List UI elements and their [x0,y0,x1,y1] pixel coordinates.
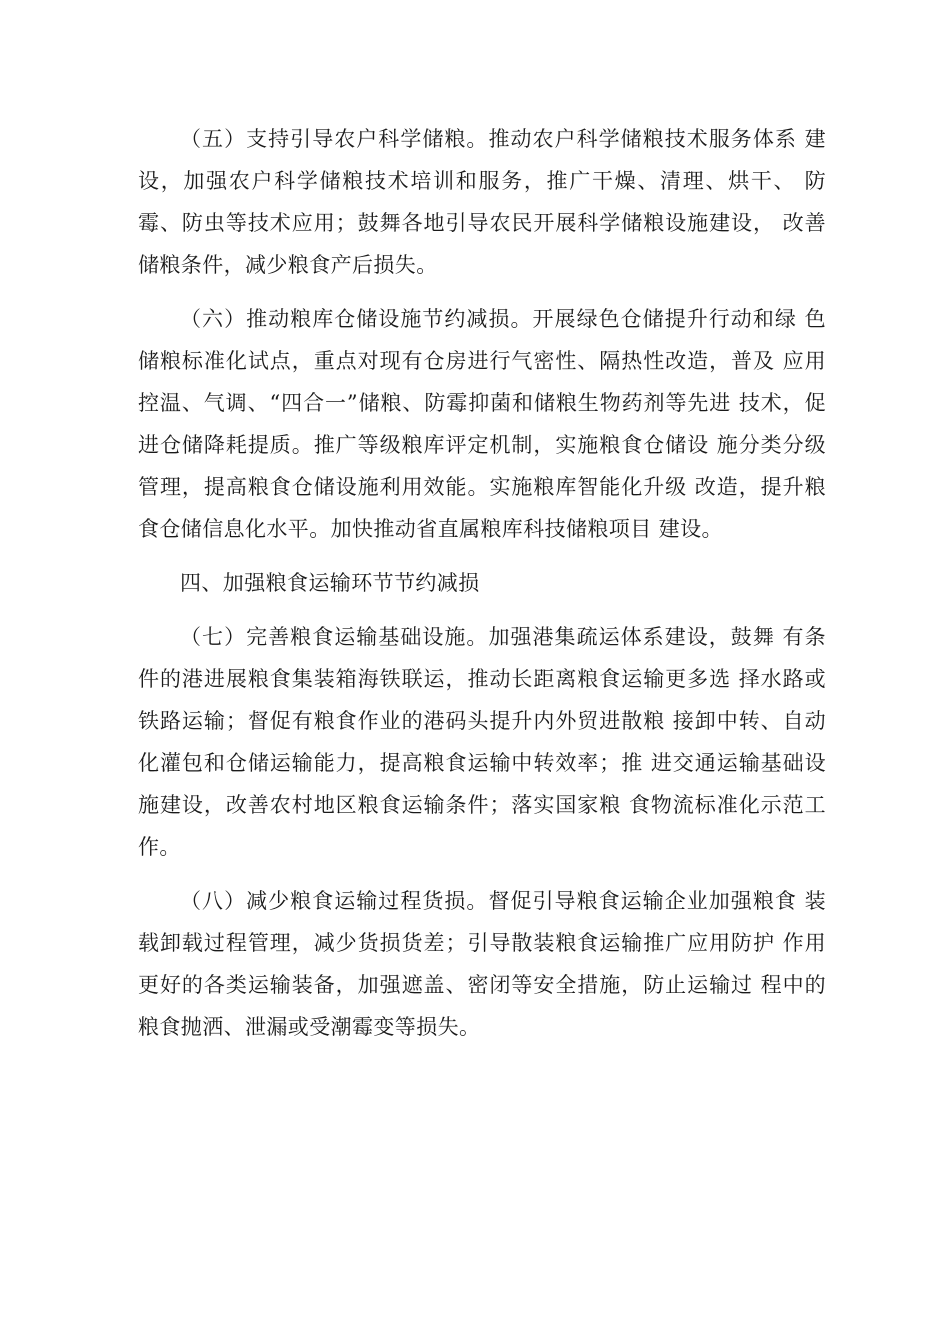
paragraph-transport-infrastructure: （七）完善粮食运输基础设施。加强港集疏运体系建设，鼓舞 有条件的港进展粮食集装箱海铁联运，推动长距离粮食运输更多选 择水路或铁路运输；督促有粮食作业的港码头提升内外贸进散粮 接卸中转、自动化灌包和仓储运输能力，提高粮食运输中转效率；推 进交通运输基础设施建设，改善农村地区粮食运输条件；落实国家粮 食物流标准化示范工作。 [138,625,826,859]
section-heading-transport: 四、加强粮食运输环节节约减损 [180,571,480,595]
paragraph-granary-facilities: （六）推动粮库仓储设施节约减损。开展绿色仓储提升行动和绿 色储粮标准化试点，重点对现有仓房进行气密性、隔热性改造，普及 应用控温、气调、“四合一”储粮、防霉抑菌和储粮生物药剂等先进 技术，促进仓储降耗提质。推广等级粮库评定机制，实施粮食仓储设 施分类分级管理，提高粮食仓储设施利用效能。实施粮库智能化升级 改造，提升粮食仓储信息化水平。加快推动省直属粮库科技储粮项目 建设。 [138,307,826,541]
paragraph-storage-households: （五）支持引导农户科学储粮。推动农户科学储粮技术服务体系 建设，加强农户科学储粮技术培训和服务，推广干燥、清理、烘干、 防霉、防虫等技术应用；鼓舞各地引导农民开展科学储粮设施建设， 改善储粮条件，减少粮食产后损失。 [138,127,826,277]
document-body [138,118,826,1060]
paragraph-transport-loss: （八）减少粮食运输过程货损。督促引导粮食运输企业加强粮食 装载卸载过程管理，减少货损货差；引导散装粮食运输推广应用防护 作用更好的各类运输装备，加强遮盖、密闭等安全措施，防止运输过 程中的粮食抛洒、泄漏或受潮霉变等损失。 [138,889,826,1039]
